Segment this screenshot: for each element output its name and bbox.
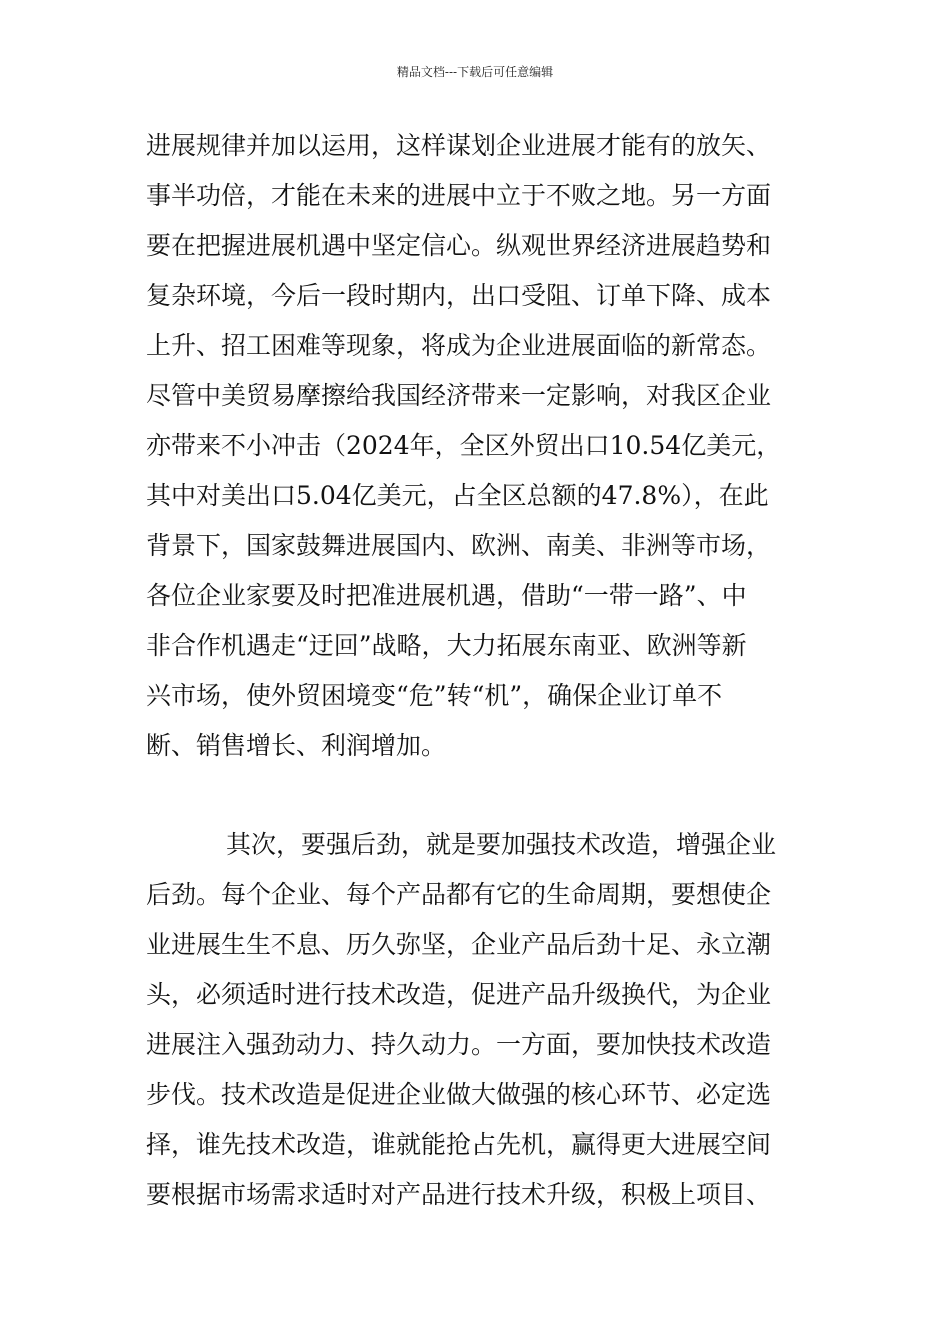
text-line: 背景下，国家鼓舞进展国内、欧洲、南美、非洲等市场，: [146, 531, 772, 560]
text-line: 择，谁先技术改造，谁就能抢占先机，赢得更大进展空间: [146, 1130, 772, 1159]
text-line: 尽管中美贸易摩擦给我国经济带来一定影响，对我区企业: [146, 381, 772, 410]
text-line: 头，必须适时进行技术改造，促进产品升级换代，为企业: [146, 980, 772, 1009]
text-line: 兴市场，使外贸困境变“危”转“机”，确保企业订单不: [146, 681, 723, 710]
text-line: 复杂环境，今后一段时期内，出口受阻、订单下降、成本: [146, 281, 772, 310]
text-line: 断、销售增长、利润增加。: [146, 731, 447, 760]
text-line: 事半功倍，才能在未来的进展中立于不败之地。另一方面: [146, 181, 772, 210]
text-line: 要根据市场需求适时对产品进行技术升级，积极上项目、: [146, 1180, 772, 1209]
text-line: 进展规律并加以运用，这样谋划企业进展才能有的放矢、: [146, 131, 772, 160]
text-line: 步伐。技术改造是促进企业做大做强的核心环节、必定选: [146, 1080, 772, 1109]
text-line: 业进展生生不息、历久弥坚，企业产品后劲十足、永立潮: [146, 930, 772, 959]
page-header: 精品文档---下载后可任意编辑: [396, 65, 554, 79]
text-line: 上升、招工困难等现象，将成为企业进展面临的新常态。: [146, 331, 772, 360]
text-line: 其中对美出口5.04亿美元，占全区总额的47.8%），在此: [146, 481, 769, 510]
text-line: 进展注入强劲动力、持久动力。一方面，要加快技术改造: [146, 1030, 772, 1059]
text-line: 亦带来不小冲击（2024年，全区外贸出口10.54亿美元，: [146, 431, 782, 460]
paragraph-1: [146, 121, 816, 771]
paragraph-2: [146, 820, 816, 1220]
text-line: 各位企业家要及时把准进展机遇，借助“一带一路”、中: [146, 581, 747, 610]
text-line: 后劲。每个企业、每个产品都有它的生命周期，要想使企: [146, 880, 772, 909]
text-line-indented: 其次，要强后劲，就是要加强技术改造，增强企业: [226, 830, 777, 859]
text-line: 非合作机遇走“迂回”战略，大力拓展东南亚、欧洲等新: [146, 631, 747, 660]
text-line: 要在把握进展机遇中坚定信心。纵观世界经济进展趋势和: [146, 231, 772, 260]
